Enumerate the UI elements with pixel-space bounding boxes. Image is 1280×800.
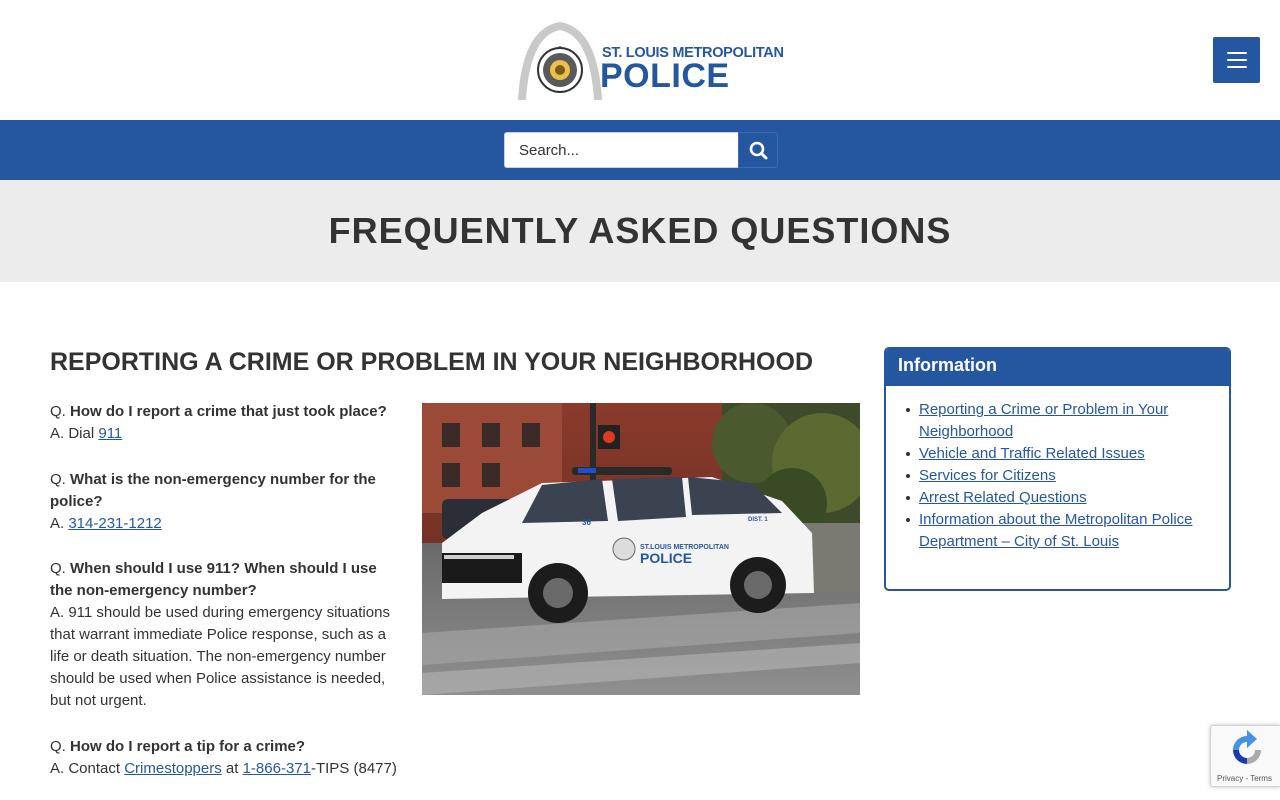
phone-link-non-emergency[interactable]: 314-231-1212 [68,515,162,532]
faq-answer [50,423,400,445]
logo-text-line1: ST. LOUIS METROPOLITAN [602,45,784,61]
answer-prefix: A. Contact [50,760,125,777]
logo-text-line2: POLICE [600,57,730,95]
question-text: What is the non-emergency number for the police? [50,471,376,510]
faq-item [50,469,400,535]
sidebar-link-vehicle-traffic[interactable]: Vehicle and Traffic Related Issues [919,445,1145,462]
sidebar-item [902,465,1219,487]
tips-phone-link[interactable]: 1-866-371 [242,760,311,777]
sidebar-link-department-info[interactable]: Information about the Metropolitan Police Department – City of St. Louis [919,511,1193,550]
faq-item [50,558,400,712]
sidebar-title: Information [886,349,1229,386]
faq-answer: A. 911 should be used during emergency situations that warrant immediate Police response, such as a life or death situation. The non-emergency number should be used when Police assistance is needed, but not urgent. [50,604,390,709]
sidebar-link-reporting-crime[interactable]: Reporting a Crime or Problem in Your Neighborhood [919,401,1169,440]
section-title: REPORTING A CRIME OR PROBLEM IN YOUR NEIGHBORHOOD [50,348,814,376]
search-bar [0,120,1280,180]
question-prefix: Q. [50,560,71,577]
faq-question [50,736,430,758]
question-prefix: Q. [50,403,71,420]
question-text: When should I use 911? When should I use the non-emergency number? [50,560,377,599]
faq-question [50,469,400,513]
recaptcha-icon [1211,726,1280,774]
recaptcha-badge[interactable] [1210,725,1280,787]
faq-answer [50,513,400,535]
information-sidebar [884,347,1231,591]
recaptcha-privacy-terms[interactable]: Privacy - Terms [1217,774,1272,783]
faq-item [50,736,430,780]
site-header [0,0,1280,120]
faq-question [50,401,400,423]
sidebar-item [902,443,1219,465]
question-prefix: Q. [50,471,71,488]
hamburger-icon-bar [1227,59,1247,61]
vehicle-decal-text: ST.LOUIS METROPOLITAN [640,544,729,551]
vehicle-unit-number: 36 [582,518,591,527]
site-logo[interactable] [514,20,784,102]
question-text: How do I report a tip for a crime? [70,738,306,755]
vehicle-decal-police: POLICE [640,550,693,566]
question-prefix: Q. [50,738,71,755]
crimestoppers-link[interactable]: Crimestoppers [124,760,222,777]
faq-item [50,401,400,445]
search-icon [739,133,779,169]
answer-text: at [221,760,243,777]
sidebar-item [902,487,1219,509]
sidebar-link-arrest-questions[interactable]: Arrest Related Questions [919,489,1087,506]
faq-answer [50,758,430,780]
page-title: FREQUENTLY ASKED QUESTIONS [328,210,952,251]
sidebar-item [902,509,1219,553]
vehicle-district: DIST. 1 [748,517,768,523]
hamburger-icon [1227,52,1247,54]
question-text: How do I report a crime that just took place? [70,403,387,420]
answer-suffix: -TIPS (8477) [310,760,397,777]
faq-question [50,558,400,602]
hamburger-icon-bar [1227,66,1247,68]
sidebar-item [902,399,1219,443]
menu-button[interactable] [1213,37,1260,83]
search-button[interactable] [738,132,778,168]
answer-prefix: A. [50,515,69,532]
police-vehicle-photo [422,403,860,695]
sidebar-link-list [886,386,1229,553]
search-input[interactable] [504,132,738,168]
answer-prefix: A. Dial [50,425,99,442]
page-title-band [0,180,1280,282]
sidebar-link-services-citizens[interactable]: Services for Citizens [919,467,1056,484]
arch-badge-icon [514,20,604,102]
phone-link-911[interactable]: 911 [98,425,123,442]
